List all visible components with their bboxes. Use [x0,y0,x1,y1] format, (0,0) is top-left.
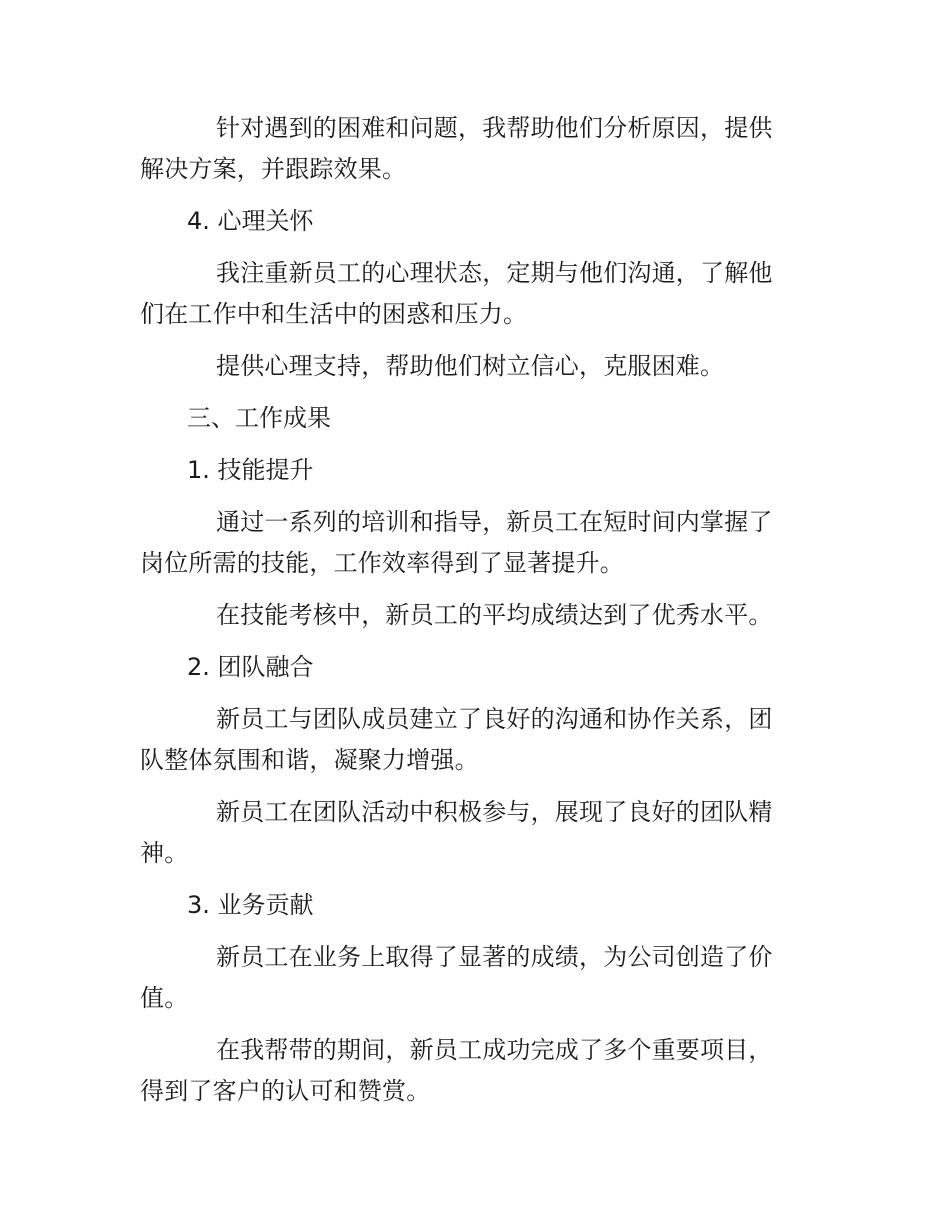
heading-team-integration: 2. 团队融合 [187,653,314,681]
heading-psychological-care: 4. 心理关怀 [187,207,314,235]
paragraph-skill-assessment: 在技能考核中，新员工的平均成绩达到了优秀水平。 [216,601,773,629]
paragraph-project-completion: 在我帮带的期间，新员工成功完成了多个重要项目，得到了客户的认可和赞赏。 [140,1036,773,1105]
paragraph-training-results: 通过一系列的培训和指导，新员工在短时间内掌握了岗位所需的技能，工作效率得到了显著提升。 [140,508,773,577]
paragraph-mental-state: 我注重新员工的心理状态，定期与他们沟通，了解他们在工作中和生活中的困惑和压力。 [140,259,773,328]
paragraph-business-results: 新员工在业务上取得了显著的成绩，为公司创造了价值。 [140,943,773,1012]
heading-skill-improvement: 1. 技能提升 [187,456,314,484]
paragraph-team-activities: 新员工在团队活动中积极参与，展现了良好的团队精神。 [140,798,773,867]
paragraph-problem-solving: 针对遇到的困难和问题，我帮助他们分析原因，提供解决方案，并跟踪效果。 [140,114,773,183]
paragraph-psych-support: 提供心理支持，帮助他们树立信心，克服困难。 [216,352,725,380]
heading-business-contribution: 3. 业务贡献 [187,891,314,919]
section-heading-work-results: 三、工作成果 [187,404,331,432]
paragraph-team-relations: 新员工与团队成员建立了良好的沟通和协作关系，团队整体氛围和谐，凝聚力增强。 [140,705,773,774]
document-body [140,108,792,1123]
